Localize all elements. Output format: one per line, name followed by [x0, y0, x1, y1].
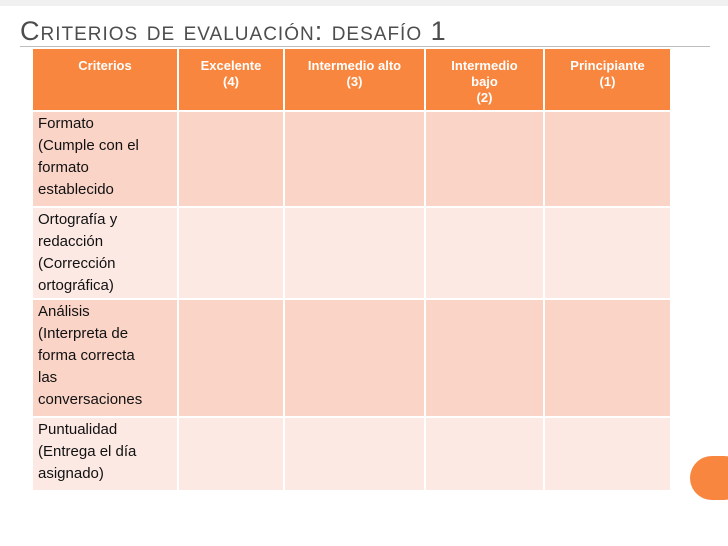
- slide-accent-shape: [690, 456, 728, 500]
- header-line: Principiante: [570, 58, 645, 73]
- header-criterios: [32, 48, 178, 111]
- header-intermedio-bajo: [425, 48, 544, 111]
- header-line: bajo: [471, 74, 498, 89]
- criterion-line: redacción: [38, 233, 104, 250]
- score-cell-intermedio-bajo: [425, 299, 544, 417]
- criterion-cell: [32, 299, 178, 417]
- score-cell-excelente: [178, 417, 284, 491]
- header-line: Criterios: [78, 58, 132, 73]
- top-band: [0, 0, 728, 6]
- score-cell-excelente: [178, 299, 284, 417]
- criterion-line: formato: [38, 159, 89, 176]
- score-cell-intermedio-alto: [284, 299, 425, 417]
- header-line: Intermedio alto: [307, 58, 402, 73]
- score-cell-intermedio-bajo: [425, 207, 544, 299]
- criterion-line: Análisis: [38, 303, 90, 320]
- rubric-table: [31, 47, 672, 492]
- criterion-line: asignado): [38, 465, 104, 482]
- criterion-cell: [32, 111, 178, 207]
- criterion-cell: [32, 417, 178, 491]
- score-cell-principiante: [544, 299, 671, 417]
- score-cell-intermedio-alto: [284, 111, 425, 207]
- score-cell-principiante: [544, 111, 671, 207]
- rubric-table-container: [31, 47, 670, 492]
- slide-title: Criterios de evaluación: desafío 1: [20, 16, 447, 46]
- criterion-line: (Entrega el día: [38, 443, 137, 460]
- criterion-line: Puntualidad: [38, 421, 118, 438]
- header-line: Intermedio: [451, 58, 518, 73]
- score-cell-excelente: [178, 111, 284, 207]
- score-cell-intermedio-bajo: [425, 417, 544, 491]
- table-row-formato: [32, 111, 671, 207]
- header-excelente: [178, 48, 284, 111]
- header-line: (2): [476, 90, 493, 105]
- score-cell-excelente: [178, 207, 284, 299]
- criterion-line: (Cumple con el: [38, 137, 139, 154]
- table-row-analisis: [32, 299, 671, 417]
- header-line: Excelente: [200, 58, 262, 73]
- criterion-line: ortográfica): [38, 277, 114, 294]
- score-cell-intermedio-bajo: [425, 111, 544, 207]
- score-cell-intermedio-alto: [284, 417, 425, 491]
- header-principiante: [544, 48, 671, 111]
- criterion-line: forma correcta: [38, 347, 135, 364]
- table-row-ortografia: [32, 207, 671, 299]
- score-cell-intermedio-alto: [284, 207, 425, 299]
- criterion-line: establecido: [38, 181, 114, 198]
- score-cell-principiante: [544, 207, 671, 299]
- criterion-line: conversaciones: [38, 391, 143, 408]
- criterion-line: (Corrección: [38, 255, 116, 272]
- header-line: (4): [223, 74, 239, 89]
- header-line: (3): [346, 74, 363, 89]
- criterion-line: Formato: [38, 115, 94, 132]
- header-row: [32, 48, 671, 111]
- criterion-line: las: [38, 369, 58, 386]
- criterion-line: Ortografía y: [38, 211, 118, 228]
- table-row-puntualidad: [32, 417, 671, 491]
- criterion-line: (Interpreta de: [38, 325, 129, 342]
- header-intermedio-alto: [284, 48, 425, 111]
- criterion-cell: [32, 207, 178, 299]
- score-cell-principiante: [544, 417, 671, 491]
- header-line: (1): [599, 74, 616, 89]
